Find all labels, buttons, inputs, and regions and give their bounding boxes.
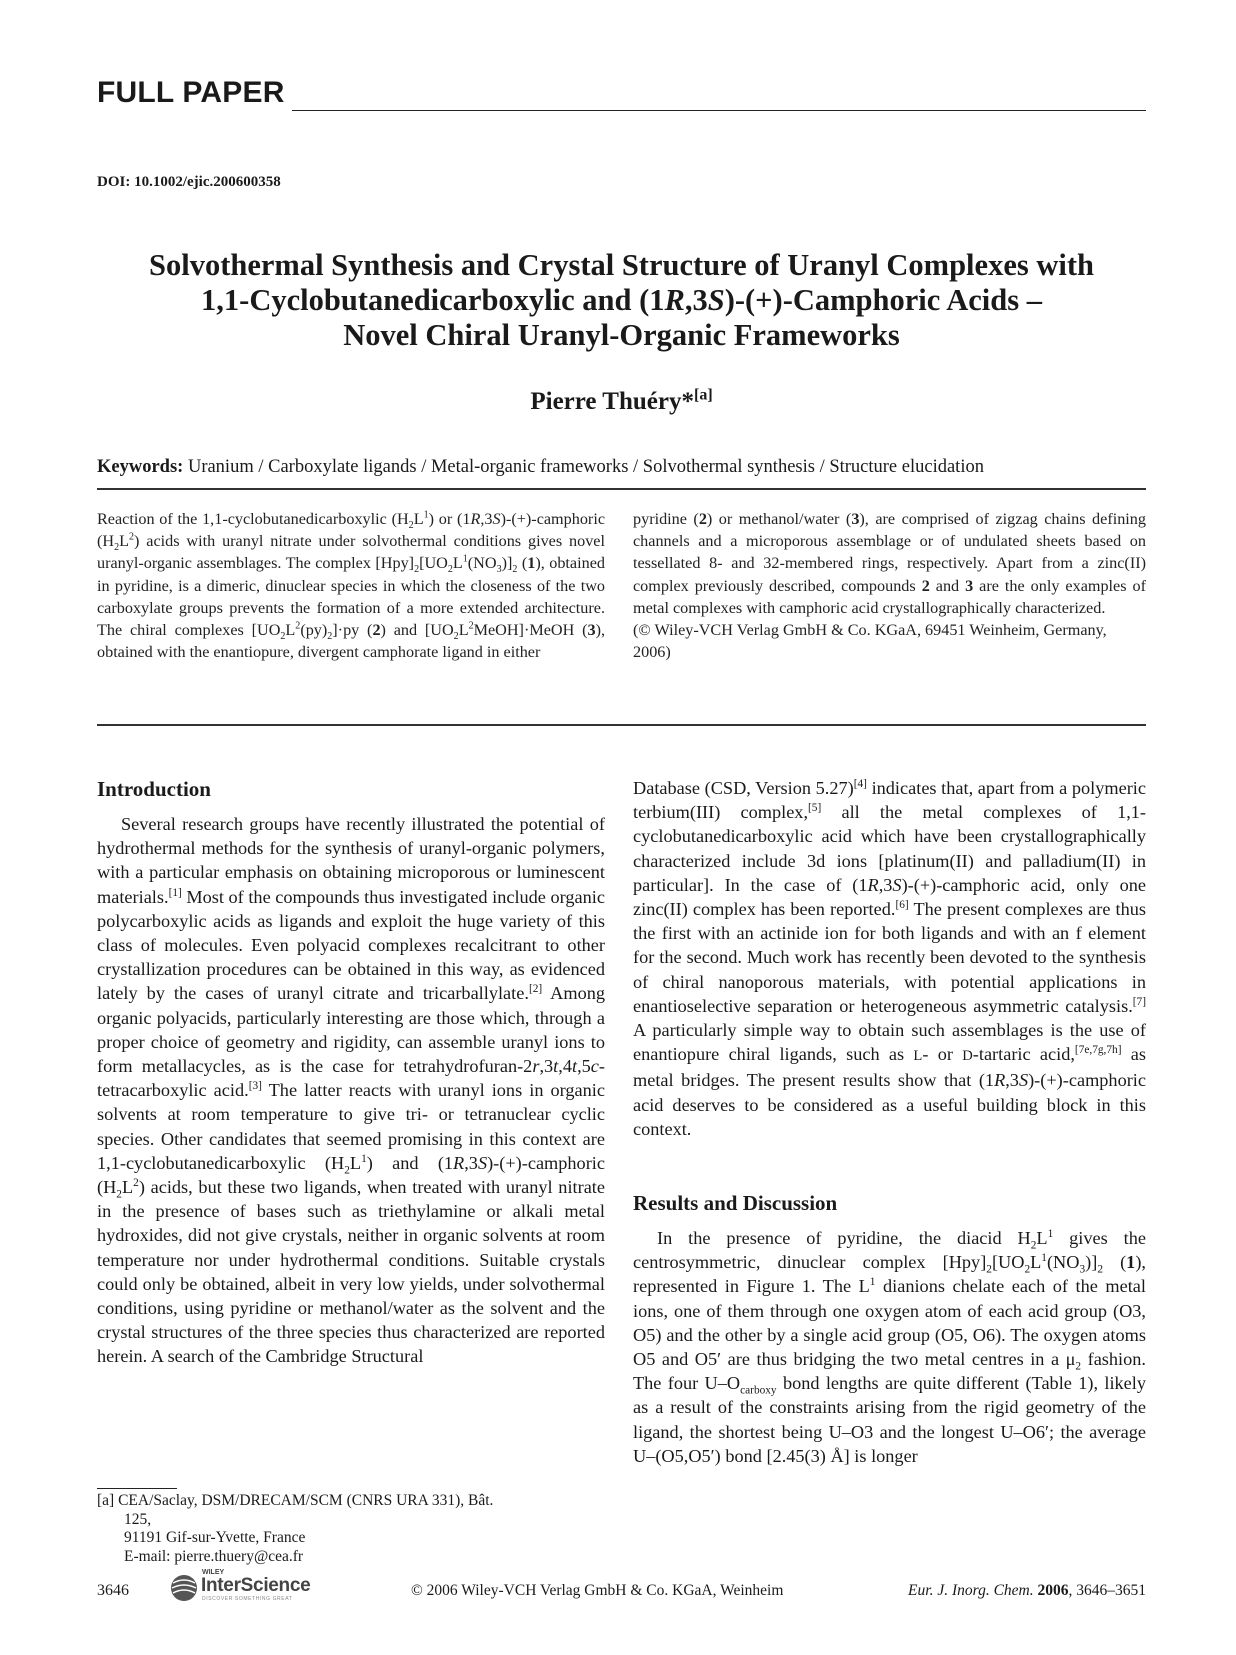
column-left bbox=[97, 776, 605, 1369]
footnote-line-1: [a] CEA/Saclay, DSM/DRECAM/SCM (CNRS URA 331), Bât. bbox=[97, 1492, 494, 1509]
logo-tagline: DISCOVER SOMETHING GREAT bbox=[202, 1596, 293, 1602]
footnote bbox=[97, 1492, 605, 1566]
introduction-heading: Introduction bbox=[97, 777, 211, 801]
abstract-bottom-rule bbox=[97, 724, 1146, 726]
journal-name: Eur. J. Inorg. Chem. bbox=[908, 1582, 1034, 1599]
doi[interactable]: DOI: 10.1002/ejic.200600358 bbox=[97, 174, 281, 190]
keywords-text: Uranium / Carboxylate ligands / Metal-organic frameworks / Solvothermal synthesis / Structure elucidation bbox=[187, 457, 984, 477]
results-heading: Results and Discussion bbox=[633, 1191, 838, 1216]
footer-journal bbox=[908, 1582, 1146, 1600]
keywords-label: Keywords: bbox=[97, 457, 184, 477]
column-right bbox=[633, 776, 1146, 1468]
page-number: 3646 bbox=[97, 1582, 129, 1599]
journal-year: 2006 bbox=[1037, 1582, 1069, 1599]
abstract-top-rule bbox=[97, 488, 1146, 490]
header-rule bbox=[292, 110, 1146, 111]
section-label: FULL PAPER bbox=[97, 76, 285, 109]
author bbox=[97, 388, 1146, 416]
abstract-left: Reaction of the 1,1-cyclobutanedicarboxylic $(H_2L^1)$ or (1R,3S)-(+)-camphoric $(H_2L^2)$ acids with uranyl nitrate under solvothermal conditions gives novel uranyl-organic assemblages. The complex $[Hpy]_2[UO_2L^1(NO_3)]_2$ (1), obtained in pyridine, is a dimeric, dinuclear species in which the closeness of the two carboxylate groups prevents the formation of a more extended architecture. The chiral complexes $[UO_2L^2(py)_2]\cdot py$ (2) and $[UO_2L^2MeOH]\cdot MeOH$ (3), obtained with the enantiopure, divergent camphorate ligand in either bbox=[97, 509, 606, 662]
abstract-right-text: pyridine (2) or methanol/water (3), are comprised of zigzag chains defining channels and a microporous assemblage or of undulated sheets based on tessellated 8- and 32-membered rings, respectively. Apart from a zinc(II) complex previously described, compounds 2 and 3 are the only examples of metal complexes with camphoric acid crystallographically characterized. bbox=[633, 510, 1146, 617]
results-paragraph: In the presence of pyridine, the diacid $H_2L^1$ gives the centrosymmetric, dinuclear complex $[Hpy]_2[UO_2L^1(NO_3)]_2$ (1), represented in Figure 1. The $L^1$ dianions chelate each of the metal ions, one of them through one oxygen atom of each acid group (O3, O5) and the other by a single acid group (O5, O6). The oxygen atoms O5 and O5′ are thus bridging the two metal centres in a $\mu_2$ fashion. The four $U-O_{carboxy}$ bond lengths are quite different (Table 1), likely as a result of the constraints arising from the rigid geometry of the ligand, the shortest being U–O3 and the longest U–O6′; the average U–(O5,O5′) bond [2.45(3) Å] is longer bbox=[633, 1227, 1146, 1466]
title-line-2: 1,1-Cyclobutanedicarboxylic and (1R,3S)-(+)-Camphoric Acids – bbox=[201, 283, 1042, 317]
affiliation-mark: [a] bbox=[693, 386, 713, 404]
footnote-rule bbox=[97, 1488, 177, 1489]
introduction-paragraph: Several research groups have recently illustrated the potential of hydrothermal methods for the synthesis of uranyl-organic polymers, with a particular emphasis on obtaining microporous or luminescent materials.[1] Most of the compounds thus investigated include organic polycarboxylic acids as ligands and exploit the huge variety of this class of molecules. Even polyacid complexes recalcitrant to other crystallization procedures can be obtained in this way, as evidenced lately by the cases of uranyl citrate and tricarballylate.[2] Among organic polyacids, particularly interesting are those which, through a proper choice of geometry and rigidity, can assemble uranyl ions to form metallacycles, as is the case for tetrahydrofuran-2r,3t,4t,5c-tetracarboxylic acid.[3] The latter reacts with uranyl ions in organic solvents at room temperature to give tri- or tetranuclear cyclic species. Other candidates that seemed promising in this context are 1,1-cyclobutanedicarboxylic $(H_2L^1)$ and (1R,3S)-(+)-camphoric $(H_2L^2)$ acids, but these two ligands, when treated with uranyl nitrate in the presence of bases such as triethylamine or alkali metal hydroxides, did not give crystals, neither in organic solvents at room temperature nor under hydrothermal conditions. Suitable crystals could only be obtained, albeit in very low yields, under solvothermal conditions, using pyridine or methanol/water as the solvent and the crystal structures of the three species thus characterized are reported herein. A search of the Cambridge Structural bbox=[97, 814, 606, 1367]
footnote-line-2: 125, bbox=[124, 1510, 152, 1528]
footnote-line-3: 91191 Gif-sur-Yvette, France bbox=[124, 1529, 306, 1546]
logo-wiley: WILEY bbox=[202, 1569, 225, 1576]
introduction-paragraph-continued: Database (CSD, Version 5.27)[4] indicates that, apart from a polymeric terbium(III) complex,[5] all the metal complexes of 1,1-cyclobutanedicarboxylic acid which have been crystallographically characterized include 3d ions [platinum(II) and palladium(II) in particular]. In the case of (1R,3S)-(+)-camphoric acid, only one zinc(II) complex has been reported.[6] The present complexes are thus the first with an actinide ion for both ligands and with an f element for the second. Much work has recently been devoted to the synthesis of chiral nanoporous materials, with potential applications in enantioselective separation or heterogeneous asymmetric catalysis.[7] A particularly simple way to obtain such assemblages is the use of enantiopure chiral ligands, such as L- or D-tartaric acid,[7e,7g,7h] as metal bridges. The present results show that (1R,3S)-(+)-camphoric acid deserves to be considered as a useful building block in this context. bbox=[633, 777, 1147, 1139]
keywords bbox=[97, 457, 1157, 478]
abstract-right bbox=[633, 508, 1146, 663]
footer-copyright: © 2006 Wiley-VCH Verlag GmbH & Co. KGaA, Weinheim bbox=[411, 1582, 784, 1599]
journal-pages: , 3646–3651 bbox=[1068, 1582, 1146, 1599]
logo-interscience: InterScience bbox=[201, 1575, 311, 1596]
author-name: Pierre Thuéry* bbox=[530, 388, 694, 415]
paper-title bbox=[97, 248, 1146, 353]
title-line-1: Solvothermal Synthesis and Crystal Structure of Uranyl Complexes with bbox=[149, 248, 1094, 282]
abstract-copyright: (© Wiley-VCH Verlag GmbH & Co. KGaA, 69451 Weinheim, Germany, 2006) bbox=[633, 621, 1107, 662]
title-line-3: Novel Chiral Uranyl-Organic Frameworks bbox=[343, 318, 900, 352]
interscience-logo[interactable] bbox=[168, 1569, 343, 1603]
footnote-email[interactable]: E-mail: pierre.thuery@cea.fr bbox=[124, 1547, 304, 1565]
